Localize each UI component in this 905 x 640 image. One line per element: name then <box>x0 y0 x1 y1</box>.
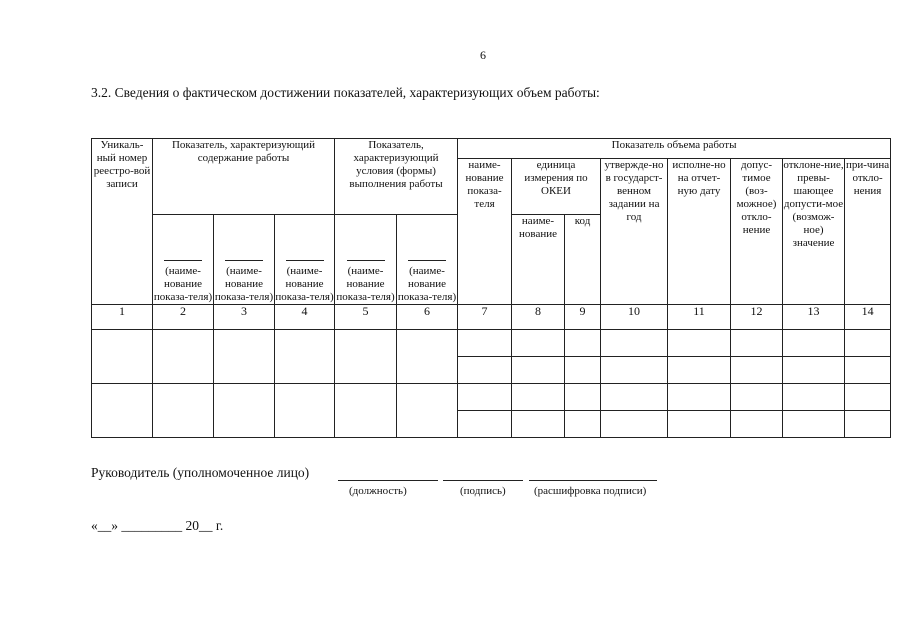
table-cell[interactable] <box>601 384 668 411</box>
column-number: 1 <box>92 305 153 330</box>
header-indicator-1: (наиме-нование показа-теля) <box>153 215 214 305</box>
column-number: 2 <box>153 305 214 330</box>
header-indicator-5: (наиме-нование показа-теля) <box>397 215 458 305</box>
header-indicator-3: (наиме-нование показа-теля) <box>275 215 335 305</box>
column-number: 10 <box>601 305 668 330</box>
table-cell[interactable] <box>512 330 565 357</box>
table-cell[interactable] <box>214 330 275 384</box>
header-indicator-2: (наиме-нование показа-теля) <box>214 215 275 305</box>
table-cell[interactable] <box>668 384 731 411</box>
table-cell[interactable] <box>153 384 214 438</box>
table-cell[interactable] <box>845 411 891 438</box>
table-cell[interactable] <box>565 330 601 357</box>
table-cell[interactable] <box>731 384 783 411</box>
signature-blank-line[interactable] <box>443 480 523 481</box>
table-cell[interactable] <box>668 411 731 438</box>
header-deviation-reason: при-чина откло-нения <box>845 159 891 305</box>
table-cell[interactable] <box>565 384 601 411</box>
position-blank-line[interactable] <box>338 480 438 481</box>
column-number: 7 <box>458 305 512 330</box>
decoding-blank-line[interactable] <box>529 480 657 481</box>
table-row <box>92 384 891 411</box>
table-cell[interactable] <box>783 411 845 438</box>
header-approved: утвержде-но в государст-венном задании на год <box>601 159 668 305</box>
header-volume-indicator: Показатель объема работы <box>458 139 891 159</box>
table-cell[interactable] <box>458 384 512 411</box>
column-number: 3 <box>214 305 275 330</box>
table-cell[interactable] <box>731 330 783 357</box>
table-cell[interactable] <box>845 330 891 357</box>
column-number: 4 <box>275 305 335 330</box>
table-cell[interactable] <box>458 357 512 384</box>
header-unit-name: наиме-нование <box>512 215 565 305</box>
table-cell[interactable] <box>601 411 668 438</box>
table-cell[interactable] <box>845 357 891 384</box>
header-content-indicator: Показатель, характеризующий содержание работы <box>153 139 335 215</box>
header-unit: единица измерения по ОКЕИ <box>512 159 601 215</box>
table-cell[interactable] <box>335 384 397 438</box>
table-cell[interactable] <box>275 330 335 384</box>
table-cell[interactable] <box>783 330 845 357</box>
header-indicator-4: (наиме-нование показа-теля) <box>335 215 397 305</box>
table-row <box>92 330 891 357</box>
header-volume-name: наиме-нование показа-теля <box>458 159 512 305</box>
header-unit-code: код <box>565 215 601 305</box>
header-registry-number: Уникаль-ный номер реестро-вой записи <box>92 139 153 305</box>
signature-label: Руководитель (уполномоченное лицо) <box>91 465 310 480</box>
table-cell[interactable] <box>458 411 512 438</box>
table-cell[interactable] <box>92 330 153 384</box>
table-cell[interactable] <box>601 357 668 384</box>
table-cell[interactable] <box>565 357 601 384</box>
table-cell[interactable] <box>335 330 397 384</box>
column-number: 12 <box>731 305 783 330</box>
table-cell[interactable] <box>601 330 668 357</box>
table-cell[interactable] <box>668 330 731 357</box>
column-number: 11 <box>668 305 731 330</box>
header-executed: исполне-но на отчет-ную дату <box>668 159 731 305</box>
header-exceeding-deviation: отклоне-ние, превы-шающее допусти-мое (возмож-ное) значение <box>783 159 845 305</box>
column-number: 5 <box>335 305 397 330</box>
table-cell[interactable] <box>668 357 731 384</box>
table-cell[interactable] <box>512 411 565 438</box>
page-number: 6 <box>480 48 486 62</box>
table-cell[interactable] <box>731 411 783 438</box>
position-caption: (должность) <box>349 485 407 497</box>
table-cell[interactable] <box>92 384 153 438</box>
table-cell[interactable] <box>845 384 891 411</box>
signature-caption: (подпись) <box>460 485 506 497</box>
work-volume-table <box>91 138 891 438</box>
table-cell[interactable] <box>731 357 783 384</box>
table-cell[interactable] <box>565 411 601 438</box>
table-cell[interactable] <box>397 330 458 384</box>
column-number: 14 <box>845 305 891 330</box>
decoding-caption: (расшифровка подписи) <box>534 485 647 497</box>
section-title: 3.2. Сведения о фактическом достижении показателей, характеризующих объем работы: <box>91 85 600 100</box>
table-cell[interactable] <box>512 357 565 384</box>
column-number: 13 <box>783 305 845 330</box>
table-cell[interactable] <box>512 384 565 411</box>
column-numbers-row <box>92 305 891 330</box>
column-number: 6 <box>397 305 458 330</box>
table-cell[interactable] <box>397 384 458 438</box>
date-line: «__» _________ 20__ г. <box>91 518 224 533</box>
table-cell[interactable] <box>275 384 335 438</box>
header-conditions-indicator: Показатель, характеризующий условия (формы) выполнения работы <box>335 139 458 215</box>
table-cell[interactable] <box>783 357 845 384</box>
table-cell[interactable] <box>458 330 512 357</box>
table-cell[interactable] <box>153 330 214 384</box>
table-cell[interactable] <box>214 384 275 438</box>
column-number: 8 <box>512 305 565 330</box>
header-allowed-deviation: допус-тимое (воз-можное) откло-нение <box>731 159 783 305</box>
table-cell[interactable] <box>783 384 845 411</box>
column-number: 9 <box>565 305 601 330</box>
